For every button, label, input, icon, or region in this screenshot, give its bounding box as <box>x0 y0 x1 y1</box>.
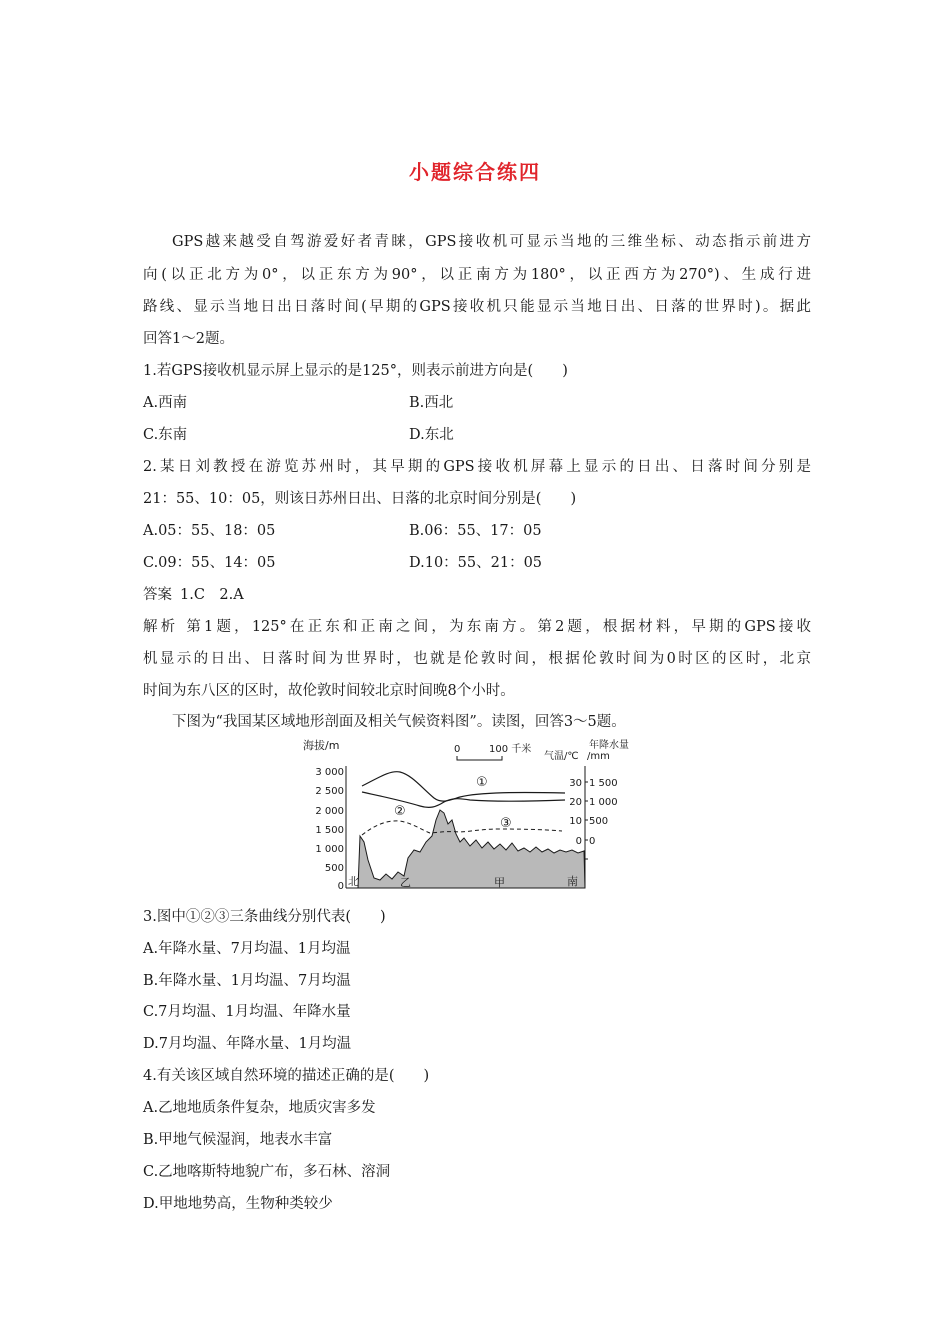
option-c[interactable]: C.乙地喀斯特地貌广布，多石林、溶洞 <box>143 1164 391 1180</box>
option-c[interactable]: C.东南 <box>143 427 188 443</box>
passage-line: 回答1～2题。 <box>143 331 234 347</box>
tick-2000: 2 000 <box>315 806 344 817</box>
option-d[interactable]: D.甲地地势高，生物种类较少 <box>143 1196 333 1212</box>
question-stem: 1.若GPS接收机显示屏上显示的是125°，则表示前进方向是( ) <box>143 363 568 379</box>
option-b[interactable]: B.甲地气候湿润，地表水丰富 <box>143 1132 333 1148</box>
curve-3 <box>362 821 562 835</box>
question-stem: 21：55、10：05，则该日苏州日出、日落的北京时间分别是( ) <box>143 491 577 507</box>
tick-0: 0 <box>337 881 344 892</box>
place-jia: 甲 <box>494 876 505 889</box>
curve-2-label: ② <box>394 804 406 819</box>
passage-line: GPS越来越受自驾游爱好者青睐，GPS接收机可显示当地的三维坐标、动态指示前进方 <box>172 234 811 250</box>
precip-ticks <box>589 778 618 847</box>
question-stem: 2.某日刘教授在游览苏州时，其早期的GPS接收机屏幕上显示的日出、日落时间分别是 <box>143 459 811 475</box>
precip-tick-1000: 1 000 <box>589 797 618 808</box>
temp-tick-0: 0 <box>575 836 582 847</box>
option-d[interactable]: D.7月均温、年降水量、1月均温 <box>143 1036 352 1052</box>
option-c[interactable]: C.09：55、14：05 <box>143 555 276 571</box>
tick-1000: 1 000 <box>315 844 344 855</box>
scale-zero: 0 <box>454 744 461 755</box>
curve-1 <box>362 772 565 801</box>
question-stem: 4.有关该区域自然环境的描述正确的是( ) <box>143 1068 430 1084</box>
left-axis-title: 海拔/m <box>303 739 340 752</box>
option-a[interactable]: A.乙地地质条件复杂，地质灾害多发 <box>143 1100 376 1116</box>
tick-3000: 3 000 <box>315 767 344 778</box>
option-a[interactable]: A.西南 <box>143 395 188 411</box>
tick-2500: 2 500 <box>315 786 344 797</box>
analysis-line: 时间为东八区的区时，故伦敦时间较北京时间晚8个小时。 <box>143 683 515 699</box>
curve-3-label: ③ <box>500 816 512 831</box>
temp-tick-30: 30 <box>569 778 582 789</box>
option-c[interactable]: C.7月均温、1月均温、年降水量 <box>143 1004 351 1020</box>
page-title: 小题综合练四 <box>409 160 541 184</box>
answer-text: 1.C 2.A <box>180 587 244 603</box>
terrain-climate-figure <box>300 738 645 893</box>
analysis-line: 机显示的日出、日落时间为世界时，也就是伦敦时间，根据伦敦时间为0时区的区时，北京 <box>143 651 811 667</box>
scale-bar <box>457 756 502 760</box>
option-b[interactable]: B.西北 <box>409 395 454 411</box>
passage-line: 路线、显示当地日出日落时间(早期的GPS接收机只能显示当地日出、日落的世界时)。据此 <box>143 299 811 315</box>
precip-axis-title: 年降水量 <box>589 740 629 751</box>
passage-line: 向(以正北方为0°，以正东方为90°，以正南方为180°，以正西方为270°)、生成行进 <box>143 267 811 283</box>
place-north: 北 <box>348 875 359 888</box>
terrain-profile <box>358 810 585 888</box>
analysis-label: 解析 <box>143 619 179 635</box>
question-stem: 3.图中①②③三条曲线分别代表( ) <box>143 909 386 925</box>
figure-intro: 下图为“我国某区域地形剖面及相关气候资料图”。读图，回答3～5题。 <box>172 714 626 730</box>
option-a[interactable]: A.年降水量、7月均温、1月均温 <box>143 941 351 957</box>
precip-axis-unit: /mm <box>587 751 610 762</box>
precip-tick-1500: 1 500 <box>589 778 618 789</box>
tick-1500: 1 500 <box>315 825 344 836</box>
answer-label: 答案 <box>143 587 172 603</box>
scale-hundred: 100 千米 <box>489 744 532 755</box>
option-b[interactable]: B.年降水量、1月均温、7月均温 <box>143 973 351 989</box>
left-ticks <box>315 767 344 892</box>
precip-tick-500: 500 <box>589 816 609 827</box>
place-south: 南 <box>567 875 578 888</box>
curve-1-label: ① <box>476 775 488 790</box>
answer <box>143 585 244 605</box>
option-d[interactable]: D.东北 <box>409 427 454 443</box>
place-yi: 乙 <box>400 876 411 889</box>
option-a[interactable]: A.05：55、18：05 <box>143 523 276 539</box>
curve-2 <box>362 792 565 807</box>
option-d[interactable]: D.10：55、21：05 <box>409 555 543 571</box>
option-b[interactable]: B.06：55、17：05 <box>409 523 542 539</box>
temp-axis-title: 气温/℃ <box>544 751 579 762</box>
tick-500: 500 <box>324 863 344 874</box>
analysis-line: 第1题，125°在正东和正南之间，为东南方。第2题，根据材料，早期的GPS接收 <box>186 619 812 635</box>
temp-tick-10: 10 <box>569 816 582 827</box>
temp-tick-20: 20 <box>569 797 582 808</box>
precip-tick-0: 0 <box>589 836 596 847</box>
